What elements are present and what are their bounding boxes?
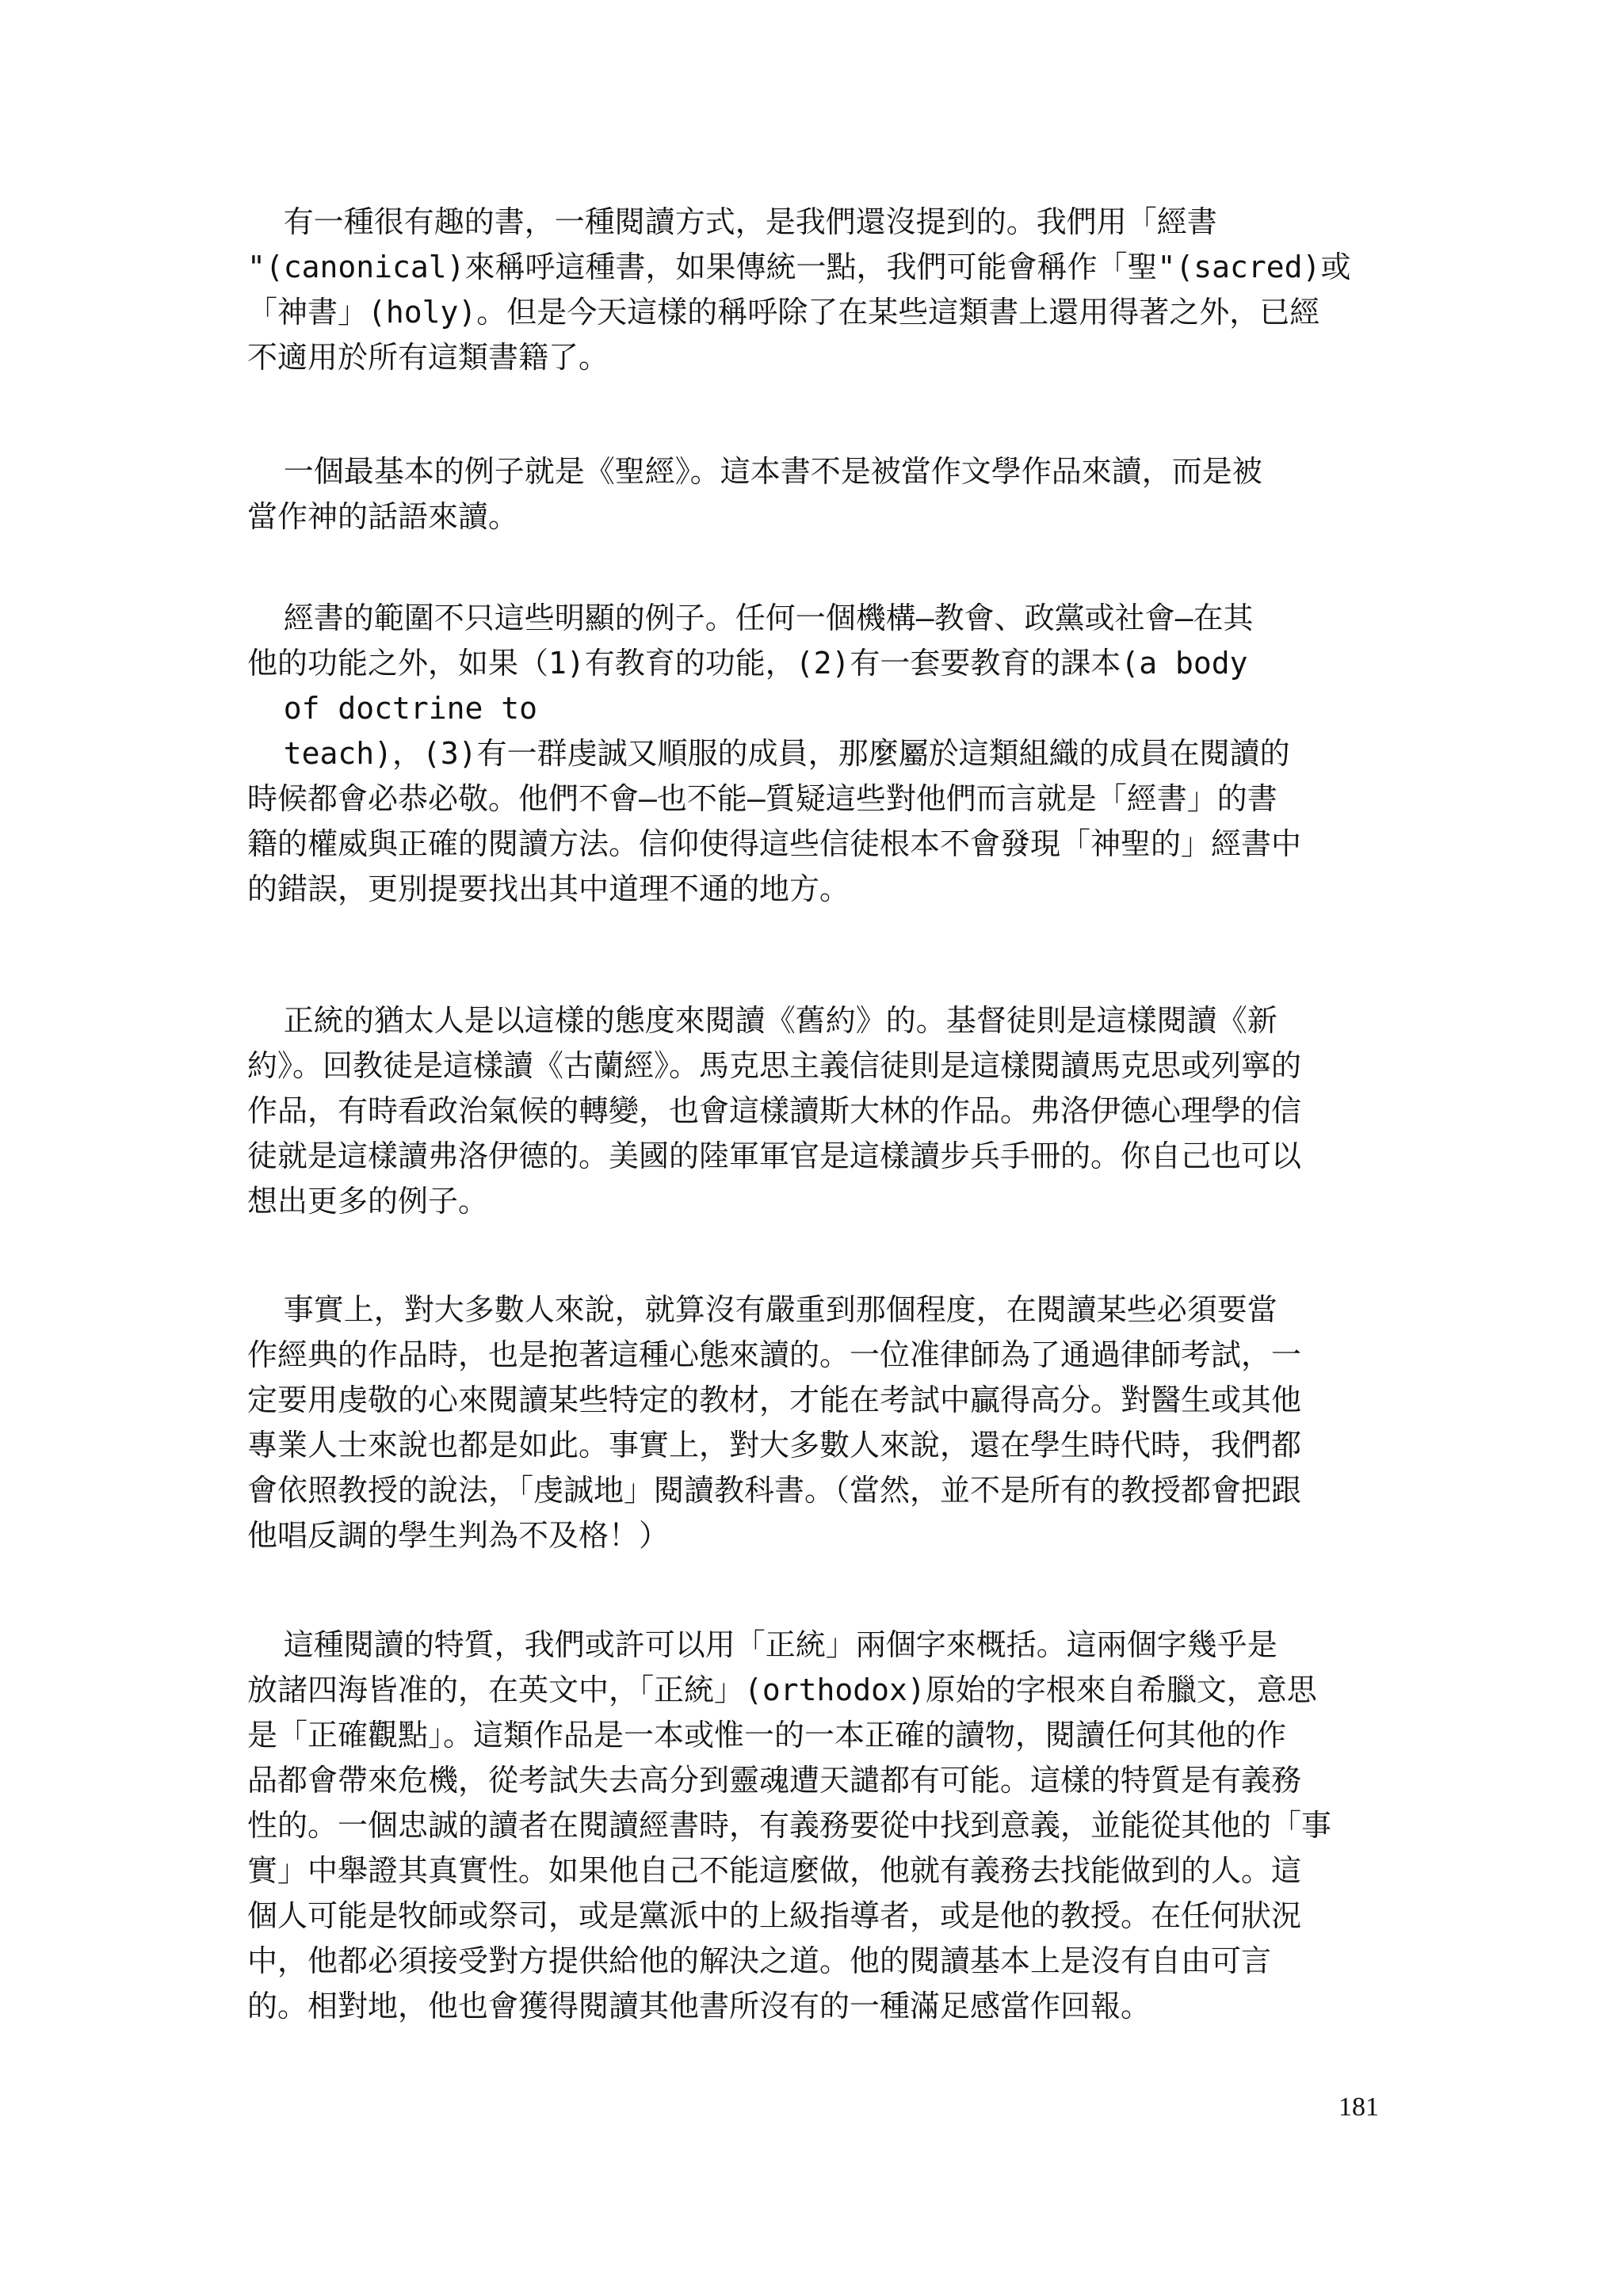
- paragraph-1: [247, 200, 1379, 380]
- paragraph-line: 這種閱讀的特質，我們或許可以用「正統」兩個字來概括。這兩個字幾乎是: [247, 1627, 1277, 1662]
- paragraph-line: of doctrine to: [247, 691, 538, 726]
- paragraph-line: 不適用於所有這類書籍了。: [247, 340, 609, 375]
- paragraph-line: 定要用虔敬的心來閱讀某些特定的教材，才能在考試中贏得高分。對醫生或其他: [247, 1383, 1302, 1417]
- paragraph-line: 正統的猶太人是以這樣的態度來閱讀《舊約》的。基督徒則是這樣閱讀《新: [247, 1003, 1277, 1038]
- paragraph-line: 作經典的作品時，也是抱著這種心態來讀的。一位准律師為了通過律師考試，一: [247, 1337, 1302, 1372]
- paragraph-line: 想出更多的例子。: [247, 1184, 489, 1219]
- paragraph-line: 實」中舉證其真實性。如果他自己不能這麼做，他就有義務去找能做到的人。這: [247, 1853, 1302, 1888]
- paragraph-line: 作品，有時看政治氣候的轉變，也會這樣讀斯大林的作品。弗洛伊德心理學的信: [247, 1093, 1302, 1128]
- paragraph-line: 一個最基本的例子就是《聖經》。這本書不是被當作文學作品來讀，而是被: [247, 454, 1262, 489]
- paragraph-line: 中，他都必須接受對方提供給他的解決之道。他的閱讀基本上是沒有自由可言: [247, 1943, 1272, 1978]
- paragraph-line: 經書的範圍不只這些明顯的例子。任何一個機構—教會、政黨或社會—在其: [247, 601, 1254, 635]
- paragraph-6: [247, 1623, 1379, 2029]
- paragraph-line: 專業人士來說也都是如此。事實上，對大多數人來說，還在學生時代時，我們都: [247, 1428, 1302, 1463]
- paragraph-line: 「神書」(holy)。但是今天這樣的稱呼除了在某些這類書上還用得著之外，已經: [247, 295, 1320, 330]
- paragraph-3: [247, 596, 1379, 912]
- paragraph-line: 品都會帶來危機，從考試失去高分到靈魂遭天譴都有可能。這樣的特質是有義務: [247, 1763, 1302, 1798]
- paragraph-line: 時候都會必恭必敬。他們不會—也不能—質疑這些對他們而言就是「經書」的書: [247, 781, 1277, 816]
- paragraph-4: [247, 998, 1379, 1224]
- paragraph-line: 他的功能之外，如果（1)有教育的功能，(2)有一套要教育的課本(a body: [247, 646, 1248, 681]
- paragraph-5: [247, 1287, 1379, 1558]
- paragraph-line: 他唱反調的學生判為不及格！）: [247, 1518, 670, 1553]
- paragraph-line: 事實上，對大多數人來說，就算沒有嚴重到那個程度，在閱讀某些必須要當: [247, 1292, 1277, 1327]
- paragraph-line: 當作神的話語來讀。: [247, 499, 519, 534]
- paragraph-line: 是「正確觀點」。這類作品是一本或惟一的一本正確的讀物，閱讀任何其他的作: [247, 1718, 1287, 1753]
- paragraph-line: 籍的權威與正確的閱讀方法。信仰使得這些信徒根本不會發現「神聖的」經書中: [247, 826, 1302, 861]
- paragraph-line: 約》。回教徒是這樣讀《古蘭經》。馬克思主義信徒則是這樣閱讀馬克思或列寧的: [247, 1048, 1302, 1083]
- paragraph-line: 會依照教授的說法，「虔誠地」閱讀教科書。（當然，並不是所有的教授都會把跟: [247, 1473, 1302, 1508]
- paragraph-line: 的。相對地，他也會獲得閱讀其他書所沒有的一種滿足感當作回報。: [247, 1989, 1151, 2023]
- paragraph-line: 個人可能是牧師或祭司，或是黨派中的上級指導者，或是他的教授。在任何狀況: [247, 1898, 1302, 1933]
- paragraph-line: 有一種很有趣的書，一種閱讀方式，是我們還沒提到的。我們用「經書: [247, 204, 1217, 239]
- paragraph-line: 性的。一個忠誠的讀者在閱讀經書時，有義務要從中找到意義，並能從其他的「事: [247, 1808, 1332, 1843]
- paragraph-line: "(canonical)來稱呼這種書，如果傳統一點，我們可能會稱作「聖"(sacred)或: [247, 250, 1351, 284]
- paragraph-line: 徒就是這樣讀弗洛伊德的。美國的陸軍軍官是這樣讀步兵手冊的。你自己也可以: [247, 1138, 1302, 1173]
- paragraph-2: [247, 449, 1379, 540]
- paragraph-line: 的錯誤，更別提要找出其中道理不通的地方。: [247, 871, 850, 906]
- paragraph-line: 放諸四海皆准的，在英文中，「正統」(orthodox)原始的字根來自希臘文，意思: [247, 1672, 1317, 1707]
- paragraph-line: teach)，(3)有一群虔誠又順服的成員，那麼屬於這類組織的成員在閱讀的: [247, 736, 1290, 771]
- page-number: 181: [1338, 2092, 1379, 2122]
